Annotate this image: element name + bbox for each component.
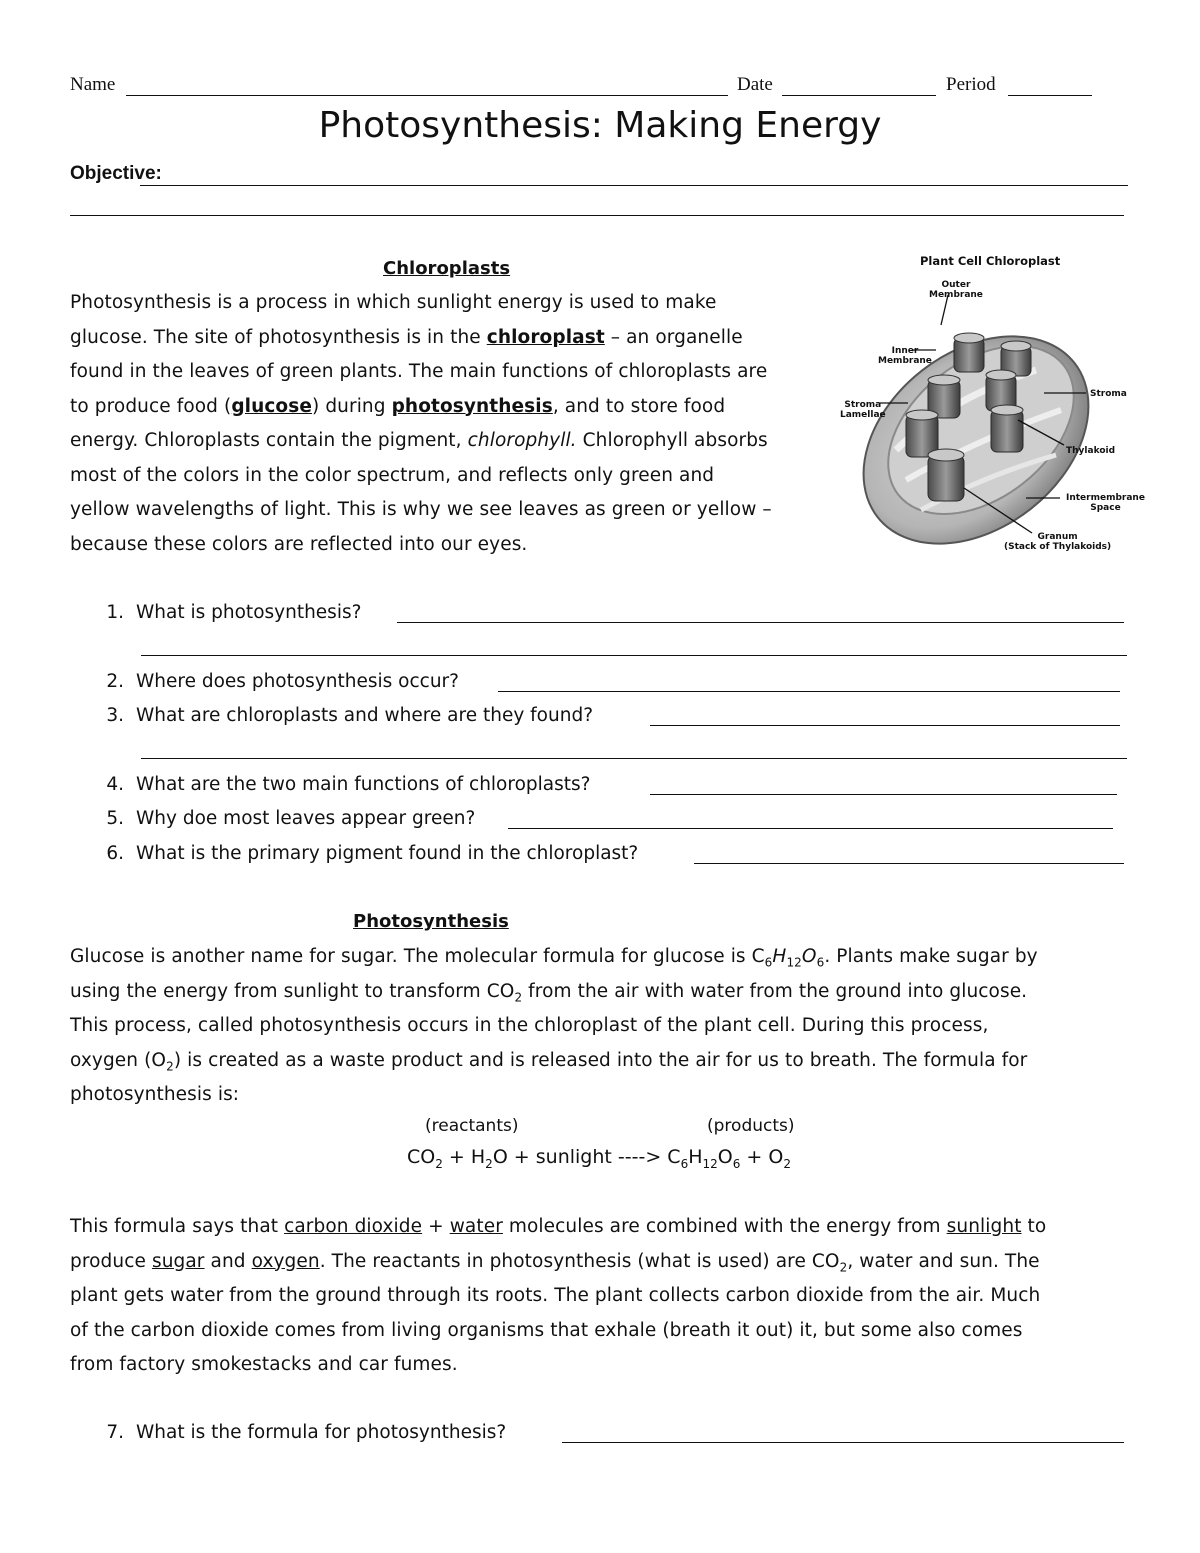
answer-blank-5[interactable] [508,828,1113,829]
text-line: from factory smokestacks and car fumes. [70,1354,458,1375]
text-line: plant gets water from the ground through its roots. The plant collects carbon dioxide from the air. Much [70,1285,1041,1306]
term-chloroplast: chloroplast [486,326,605,348]
label-outer-membrane: Outer Membrane [929,280,983,300]
term-sunlight: sunlight [946,1216,1022,1237]
term-oxygen: oxygen [251,1250,320,1272]
term-chlorophyll: chlorophyll. [467,430,577,451]
term-photosynthesis: photosynthesis [391,395,553,417]
label-thylakoid: Thylakoid [1066,446,1116,456]
figure-title: Plant Cell Chloroplast [920,254,1061,268]
photosynthesis-equation: $CO_2 + H_2O$ + sunlight ----> $C_6H_{12}O_6 + O_2$ [407,1146,791,1171]
answer-blank-1a[interactable] [397,622,1124,623]
answer-blank-2[interactable] [498,691,1120,692]
text-line: found in the leaves of green plants. The main functions of chloroplasts are [70,361,768,382]
term-water: water [449,1216,503,1237]
text-line: produce sugar and oxygen. The reactants in photosynthesis (what is used) are $CO_2$, water and sun. The [70,1250,1040,1275]
text-line: oxygen $(O_2)$ is created as a waste product and is released into the air for us to breath. The formula for [70,1049,1028,1074]
answer-blank-6[interactable] [694,863,1124,864]
text-line: This formula says that carbon dioxide + water molecules are combined with the energy from sunlight to [70,1216,1047,1237]
text-line: of the carbon dioxide comes from living organisms that exhale (breath it out) it, but some also comes [70,1319,1023,1341]
label-inner-membrane: Inner Membrane [878,346,932,366]
answer-blank-3a[interactable] [650,725,1120,726]
objective-blank-1[interactable] [140,185,1128,186]
reactants-label: (reactants) [425,1116,519,1136]
date-blank[interactable] [782,95,936,96]
text-line: This process, called photosynthesis occurs in the chloroplast of the plant cell. During this process, [70,1015,989,1036]
chloroplast-diagram [836,250,1145,570]
text-line: yellow wavelengths of light. This is why we see leaves as green or yellow – [70,499,772,520]
text-line: energy. Chloroplasts contain the pigment, chlorophyll. Chlorophyll absorbs [70,430,768,451]
term-glucose: glucose [231,395,313,417]
products-label: (products) [707,1116,795,1136]
term-carbon-dioxide: carbon dioxide [284,1216,423,1237]
text-line: Photosynthesis is a process in which sunlight energy is used to make [70,292,717,313]
chloroplasts-paragraph [70,286,772,562]
worksheet-page: Name Date Period Photosynthesis: Making Energy Objective: Chloroplasts Photosynthesis is a process in which sunlight energy is used to make glucose. The site of photosynthesis is in the chloroplast – an organelle found in the leaves of green plants. The main functions of chloroplasts are to produce food (glucose) during photosynthesis, and to store food energy. Chloroplasts contain the pigment, chlorophyll. Chlorophyll absorbs most of the colors in the color spectrum, and reflects only green and yellow wavelengths of light. This is why we see leaves as green or yellow – because these colors are reflected into our eyes. Plant Cell Chloroplast Outer Membrane Inner Membrane Stroma Lamellae Stroma Thylakoid Intermembrane Space Granum (Stack of Thylakoids) 1. What is photosynthesis? 2. Where does photosynthesis occur? 3. What are chloroplasts and where are they found? 4. What are the two main functions of chloroplasts? 5. Why doe most leaves appear green? 6. What is the primary pigment found in the chloroplast? Photosynthesis Glucose is another name for sugar. The molecular formula for glucose is $C_6H_{12}O_6$. Plants make sugar by using the energy from sunlight to transform $CO_2$ from the air with water from the ground into glucose. This process, called photosynthesis occurs in the chloroplast of the plant cell. During this process, oxygen $(O_2)$ is created as a waste product and is released into the air for us to breath. The formula for photosynthesis is: (reactants) (products) $CO_2 + H_2O$ + sunlight ----> $C_6H_{12}O_6 + O_2$ This formula says that carbon dioxide + water molecules are combined with the energy from sunlight to produce sugar and oxygen. The reactants in photosynthesis (what is used) are $CO_2$, water and sun. The plant gets water from the ground through its roots. The plant collects carbon dioxide from the air. Much of the carbon dioxide comes from living organisms that exhale (breath it out) it, but some also comes from factory smokestacks and car fumes. 7. What is the formula for photosynthesis? [0,0,1200,1553]
label-stroma-lamellae: Stroma Lamellae [840,400,886,420]
objective-label: Objective: [70,163,162,184]
answer-blank-4[interactable] [650,794,1117,795]
date-label: Date [737,74,773,95]
text-line: photosynthesis is: [70,1084,240,1105]
photosynthesis-paragraph-2 [70,1210,1046,1383]
label-intermembrane-space: Intermembrane Space [1066,493,1145,513]
text-line: using the energy from sunlight to transform $CO_2$ from the air with water from the ground into glucose. [70,980,1028,1005]
photosynthesis-paragraph-1 [70,940,1038,1113]
answer-blank-7[interactable] [562,1442,1124,1443]
term-sugar: sugar [151,1250,205,1272]
answer-blank-1b[interactable] [141,655,1127,656]
text-line: Glucose is another name for sugar. The molecular formula for glucose is $C_6H_{12}O_6$. Plants make sugar by [70,946,1038,970]
label-granum: Granum (Stack of Thylakoids) [1004,532,1112,552]
text-line: glucose. The site of photosynthesis is in the chloroplast – an organelle [70,326,743,348]
photosynthesis-heading: Photosynthesis [353,911,509,932]
label-stroma: Stroma [1090,389,1127,399]
name-label: Name [70,74,116,95]
period-blank[interactable] [1008,95,1092,96]
answer-blank-3b[interactable] [141,758,1127,759]
text-line: because these colors are reflected into our eyes. [70,533,528,555]
chloroplasts-heading: Chloroplasts [383,258,511,279]
text-line: to produce food (glucose) during photosynthesis, and to store food [70,395,726,417]
objective-blank-2[interactable] [70,215,1124,216]
text-line: most of the colors in the color spectrum, and reflects only green and [70,464,715,486]
page-title: Photosynthesis: Making Energy [318,105,882,146]
name-blank[interactable] [126,95,728,96]
period-label: Period [946,74,996,95]
